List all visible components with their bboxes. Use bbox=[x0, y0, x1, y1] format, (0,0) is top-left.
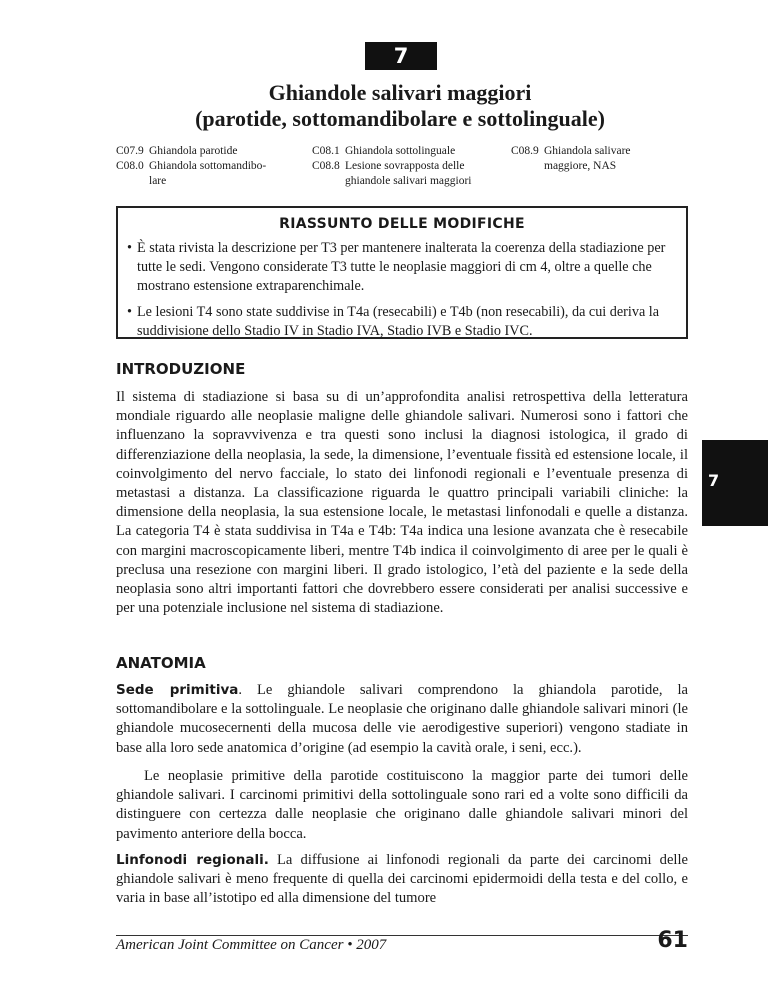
page-number: 61 bbox=[657, 928, 688, 953]
sede-primitiva-paragraph bbox=[116, 681, 688, 758]
code-row bbox=[116, 144, 279, 159]
linfonodi-regionali-paragraph bbox=[116, 851, 688, 909]
section-heading-anatomia: ANATOMIA bbox=[116, 654, 206, 672]
code-column-2 bbox=[312, 144, 471, 189]
summary-bullet bbox=[118, 239, 686, 296]
page-title bbox=[110, 80, 690, 132]
section-heading-introduzione: INTRODUZIONE bbox=[116, 360, 246, 378]
title-line-1: Ghiandole salivari maggiori bbox=[268, 80, 532, 105]
chapter-side-tab bbox=[702, 440, 768, 526]
bullet-dot-icon: • bbox=[127, 304, 132, 320]
code-row bbox=[312, 159, 471, 189]
code-row bbox=[116, 159, 279, 189]
summary-heading: RIASSUNTO DELLE MODIFICHE bbox=[279, 216, 525, 232]
code-description: Lesione sovrapposta delle ghiandole salivari maggiori bbox=[345, 160, 472, 187]
code-column-3 bbox=[511, 144, 631, 174]
code-number: C08.8 bbox=[312, 160, 340, 172]
code-column-1 bbox=[116, 144, 279, 189]
title-line-2: (parotide, sottomandibolare e sottolinguale) bbox=[195, 106, 605, 131]
sede-primitiva-lead: Sede primitiva bbox=[116, 682, 239, 698]
summary-bullet bbox=[118, 303, 686, 341]
linfonodi-regionali-lead: Linfonodi regionali. bbox=[116, 852, 269, 868]
sede-primitiva-text: . Le ghiandole salivari comprendono la ghiandola parotide, la sottomandibolare e la sottolinguale. Le neoplasie che originano dalle ghiandole salivari minori (le ghiandole mucosecernenti della mucosa delle vie aerodigestive superiori) vengono stadiate in base alla loro sede anatomica d’origine (ad esempio la cavità orale, i seni, ecc.). bbox=[116, 682, 688, 756]
summary-of-changes-box bbox=[116, 206, 688, 339]
code-number: C08.1 bbox=[312, 145, 340, 157]
footer-divider bbox=[116, 935, 688, 936]
footer-source: American Joint Committee on Cancer • 2007 bbox=[116, 937, 387, 953]
chapter-number-badge: 7 bbox=[365, 42, 437, 70]
introduzione-paragraph: Il sistema di stadiazione si basa su di un’approfondita analisi retrospettiva della letteratura mondiale riguardo alle neoplasie maligne delle ghiandole salivari. Numerosi sono i fattori che influenzano la sopravvivenza e tra questi sono inclusi la diagnosi istologica, il grado di differenziazione della neoplasia, la sede, la dimensione, l’eventuale fissità ed estensione locale, il coinvolgimento del nervo facciale, lo stato dei linfonodi regionali e l’eventuale presenza di metastasi a distanza. La classificazione riguarda le quattro principali variabili cliniche: la dimensione della neoplasia, la sua estensione locale, le metastasi linfonodali e quelle a distanza. La categoria T4 è stata suddivisa in T4a e T4b: T4a indica una lesione avanzata che è resecabile con margini macroscopicamente liberi, mentre T4b indica il coinvolgimento di aree per le quali è preclusa una resezione con margini liberi. Il grado istologico, l’età del paziente e la sede della neoplasia sono altri importanti fattori che dovrebbero essere considerati per analisi successive e per una potenziale inclusione nel sistema di stadiazione. bbox=[116, 389, 688, 617]
code-description: Ghiandola sottomandibo- lare bbox=[149, 160, 267, 187]
code-description: Ghiandola sottolinguale bbox=[345, 145, 456, 157]
code-description: Ghiandola salivare maggiore, NAS bbox=[544, 145, 631, 172]
summary-bullet-text: È stata rivista la descrizione per T3 per mantenere inalterata la coerenza della stadiazione per tutte le sedi. Vengono considerate T3 tutte le neoplasie maggiori di cm 4, oltre a quelle che mostrano estensione extraparenchimale. bbox=[137, 240, 666, 294]
sede-primitiva-paragraph-2 bbox=[116, 767, 688, 844]
linfonodi-regionali-text: La diffusione ai linfonodi regionali da parte dei carcinomi delle ghiandole salivari è meno frequente di quella dei carcinomi epidermoidi della testa e del collo, e varia in base all’istotipo ed alla dimensione del tumore bbox=[116, 852, 689, 907]
code-number: C08.9 bbox=[511, 145, 539, 157]
sede-primitiva-text-2: Le neoplasie primitive della parotide costituiscono la maggior parte dei tumori delle ghiandole salivari. I carcinomi primitivi della sottolinguale sono rari ed a volte sono difficili da distinguere con certezza dalle neoplasie che originano dalle ghiandole salivari minori del pavimento anteriore della bocca. bbox=[116, 768, 688, 842]
code-number: C08.0 bbox=[116, 160, 144, 172]
summary-bullet-text: Le lesioni T4 sono state suddivise in T4a (resecabili) e T4b (non resecabili), da cui deriva la suddivisione dello Stadio IV in Stadio IVA, Stadio IVB e Stadio IVC. bbox=[137, 304, 660, 339]
code-number: C07.9 bbox=[116, 145, 144, 157]
code-row bbox=[312, 144, 471, 159]
side-tab-number: 7 bbox=[708, 471, 720, 490]
code-row bbox=[511, 144, 631, 174]
bullet-dot-icon: • bbox=[127, 240, 132, 256]
code-description: Ghiandola parotide bbox=[149, 145, 238, 157]
